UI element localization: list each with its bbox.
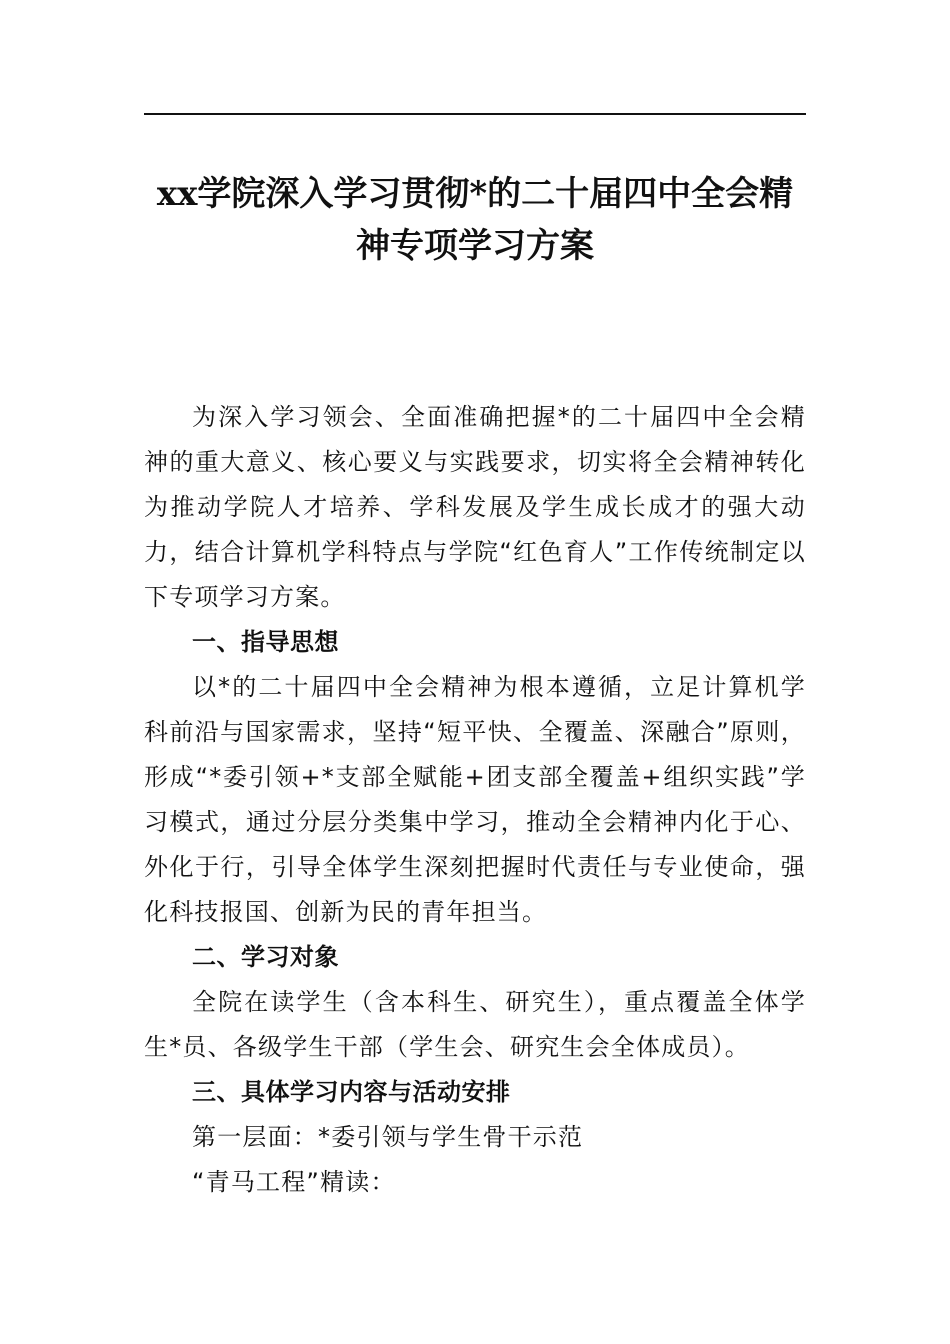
title-line-2: 神专项学习方案 [356, 226, 594, 266]
section-heading-study-targets: 二、学习对象 [192, 943, 339, 971]
section-heading-content-arrangement: 三、具体学习内容与活动安排 [192, 1078, 511, 1106]
qingma-reading-label: “青马工程”精读： [192, 1168, 396, 1196]
header-rule [144, 113, 806, 115]
document-body [144, 395, 806, 1205]
study-targets-paragraph: 全院在读学生（含本科生、研究生），重点覆盖全体学生*员、各级学生干部（学生会、研究生会全体成员）。 [144, 988, 806, 1061]
section-heading-guiding-ideology: 一、指导思想 [192, 628, 339, 656]
level-one-label: 第一层面：*委引领与学生骨干示范 [192, 1123, 584, 1151]
title-line-1: xx学院深入学习贯彻*的二十届四中全会精 [156, 174, 794, 214]
guiding-ideology-paragraph: 以*的二十届四中全会精神为根本遵循，立足计算机学科前沿与国家需求，坚持“短平快、全覆盖、深融合”原则，形成“*委引领+*支部全赋能+团支部全覆盖+组织实践”学习模式，通过分层分类集中学习，推动全会精神内化于心、外化于行，引导全体学生深刻把握时代责任与专业使命，强化科技报国、创新为民的青年担当。 [144, 673, 806, 926]
intro-paragraph: 为深入学习领会、全面准确把握*的二十届四中全会精神的重大意义、核心要义与实践要求，切实将全会精神转化为推动学院人才培养、学科发展及学生成长成才的强大动力，结合计算机学科特点与学院“红色育人”工作传统制定以下专项学习方案。 [144, 403, 806, 611]
document-title [144, 168, 806, 272]
